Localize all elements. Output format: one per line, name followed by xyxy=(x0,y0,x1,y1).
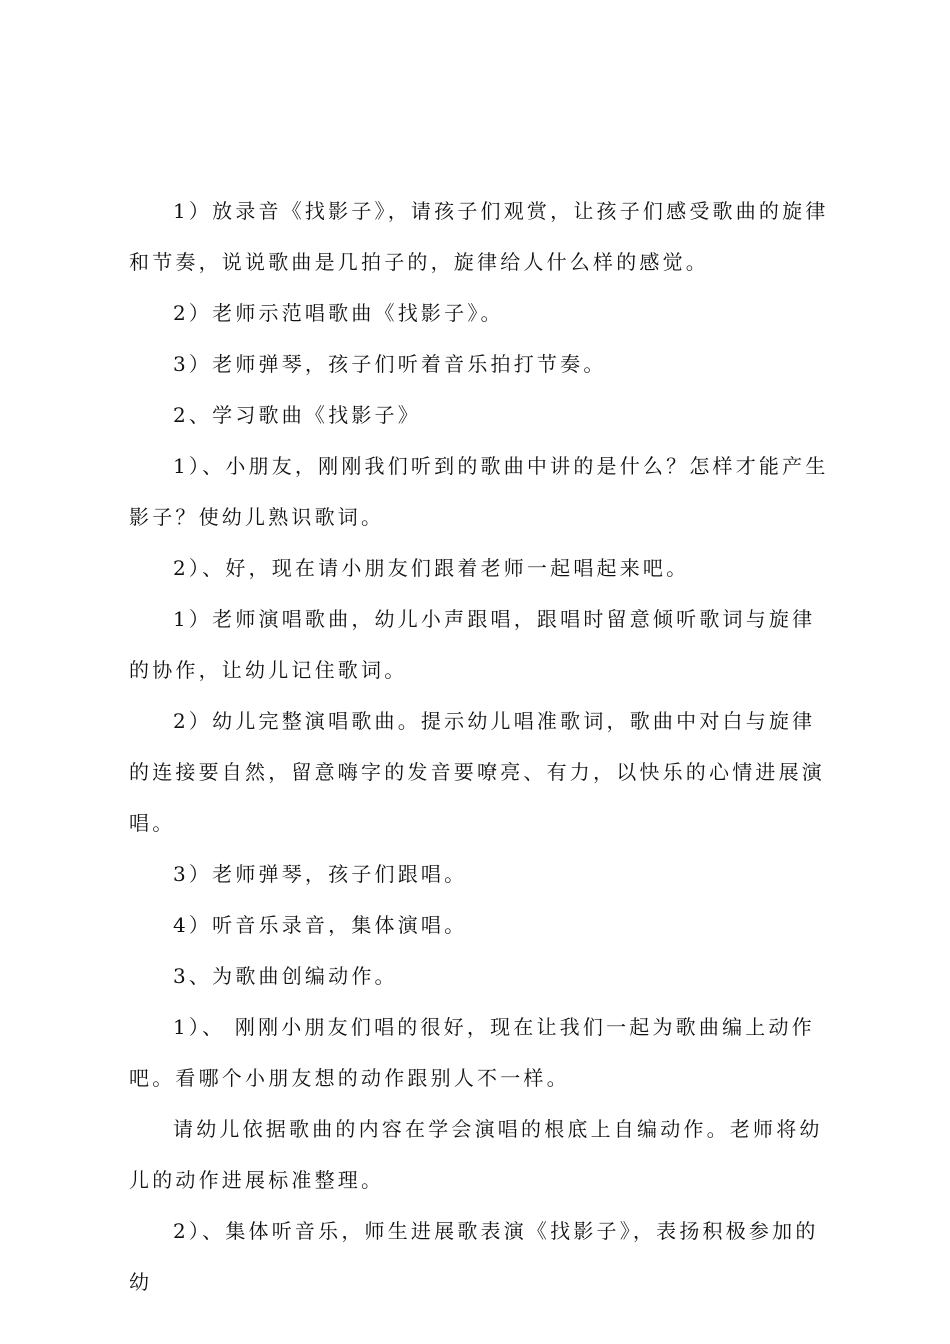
section-heading: 2、学习歌曲《找影子》 xyxy=(173,403,421,427)
paragraph: 3）老师弹琴，孩子们听着音乐拍打节奏。 xyxy=(173,352,607,376)
paragraph: 1）、 刚刚小朋友们唱的很好，现在让我们一起为歌曲编上动作吧。看哪个小朋友想的动作跟别人不一样。 xyxy=(129,1015,815,1090)
paragraph: 4）听音乐录音，集体演唱。 xyxy=(173,913,468,937)
paragraph: 2）、集体听音乐，师生进展歌表演《找影子》，表扬积极参加的幼 xyxy=(129,1219,819,1294)
paragraph: 3）老师弹琴，孩子们跟唱。 xyxy=(173,862,468,886)
paragraph: 2）老师示范唱歌曲《找影子》。 xyxy=(173,301,504,325)
paragraph: 1）、小朋友，刚刚我们听到的歌曲中讲的是什么？怎样才能产生影子？使幼儿熟识歌词。 xyxy=(129,454,829,529)
paragraph: 请幼儿依据歌曲的内容在学会演唱的根底上自编动作。老师将幼儿的动作进展标准整理。 xyxy=(129,1117,823,1192)
paragraph: 2）幼儿完整演唱歌曲。提示幼儿唱准歌词，歌曲中对白与旋律的连接要自然，留意嗨字的发音要嘹亮、有力，以快乐的心情进展演唱。 xyxy=(129,709,825,835)
paragraph: 2）、好，现在请小朋友们跟着老师一起唱起来吧。 xyxy=(173,556,690,580)
section-heading: 3、为歌曲创编动作。 xyxy=(173,964,398,988)
paragraph: 1）放录音《找影子》，请孩子们观赏，让孩子们感受歌曲的旋律和节奏，说说歌曲是几拍子的，旋律给人什么样的感觉。 xyxy=(129,199,829,274)
paragraph: 1）老师演唱歌曲，幼儿小声跟唱，跟唱时留意倾听歌词与旋律的协作，让幼儿记住歌词。 xyxy=(129,607,816,682)
document-body xyxy=(129,186,829,1308)
